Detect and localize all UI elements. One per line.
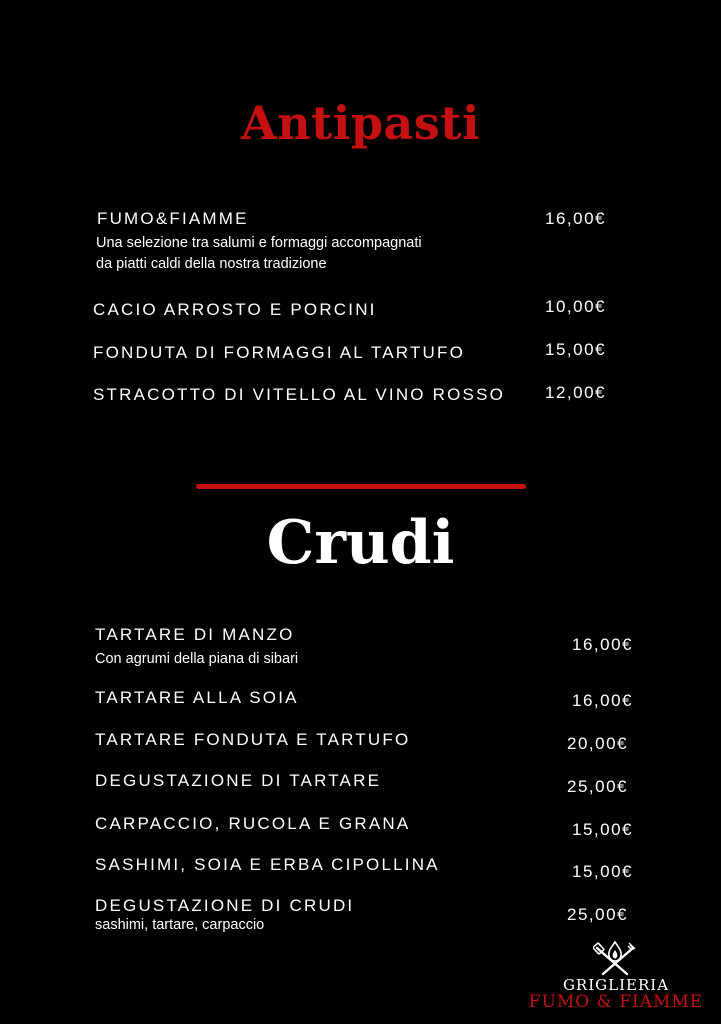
menu-item-name: SASHIMI, SOIA E ERBA CIPOLLINA (95, 855, 440, 874)
menu-item-price: 20,00€ (567, 734, 628, 753)
logo-text-griglieria: GRIGLIERIA (562, 976, 670, 994)
crudi-title: Crudi (266, 508, 455, 578)
menu-item-description: Con agrumi della piana di sibari (95, 651, 299, 667)
menu-item-price: 16,00€ (572, 635, 633, 654)
menu-item-name: DEGUSTAZIONE DI CRUDI (95, 896, 355, 915)
menu-item-name: FONDUTA DI FORMAGGI AL TARTUFO (93, 343, 466, 362)
menu-item-name: STRACOTTO DI VITELLO AL VINO ROSSO (93, 385, 506, 404)
menu-item-price: 15,00€ (572, 862, 633, 881)
section-divider (196, 484, 526, 489)
antipasti-title: Antipasti (241, 96, 480, 150)
menu-item-name: CARPACCIO, RUCOLA E GRANA (95, 814, 411, 833)
menu-item-price: 15,00€ (572, 820, 633, 839)
menu-item-price: 12,00€ (545, 383, 606, 402)
menu-item-description: Una selezione tra salumi e formaggi accompagnati (96, 235, 422, 251)
logo-text-fumo-fiamme: FUMO & FIAMME (528, 992, 704, 1012)
menu-item-price: 16,00€ (572, 691, 633, 710)
menu-item-price: 16,00€ (545, 209, 606, 228)
menu-item-price: 15,00€ (545, 340, 606, 359)
menu-item-description: sashimi, tartare, carpaccio (95, 917, 265, 933)
menu-item-name: TARTARE ALLA SOIA (95, 688, 299, 707)
grill-flame-icon (593, 940, 637, 978)
menu-item-price: 25,00€ (567, 777, 628, 796)
menu-item-name: CACIO ARROSTO E PORCINI (93, 300, 377, 319)
menu-item-price: 25,00€ (567, 905, 628, 924)
menu-item-name: DEGUSTAZIONE DI TARTARE (95, 771, 382, 790)
menu-item-name: TARTARE FONDUTA E TARTUFO (95, 730, 411, 749)
menu-item-name: FUMO&FIAMME (97, 209, 249, 228)
menu-item-description: da piatti caldi della nostra tradizione (96, 256, 327, 272)
menu-item-price: 10,00€ (545, 297, 606, 316)
menu-item-name: TARTARE DI MANZO (95, 625, 295, 644)
